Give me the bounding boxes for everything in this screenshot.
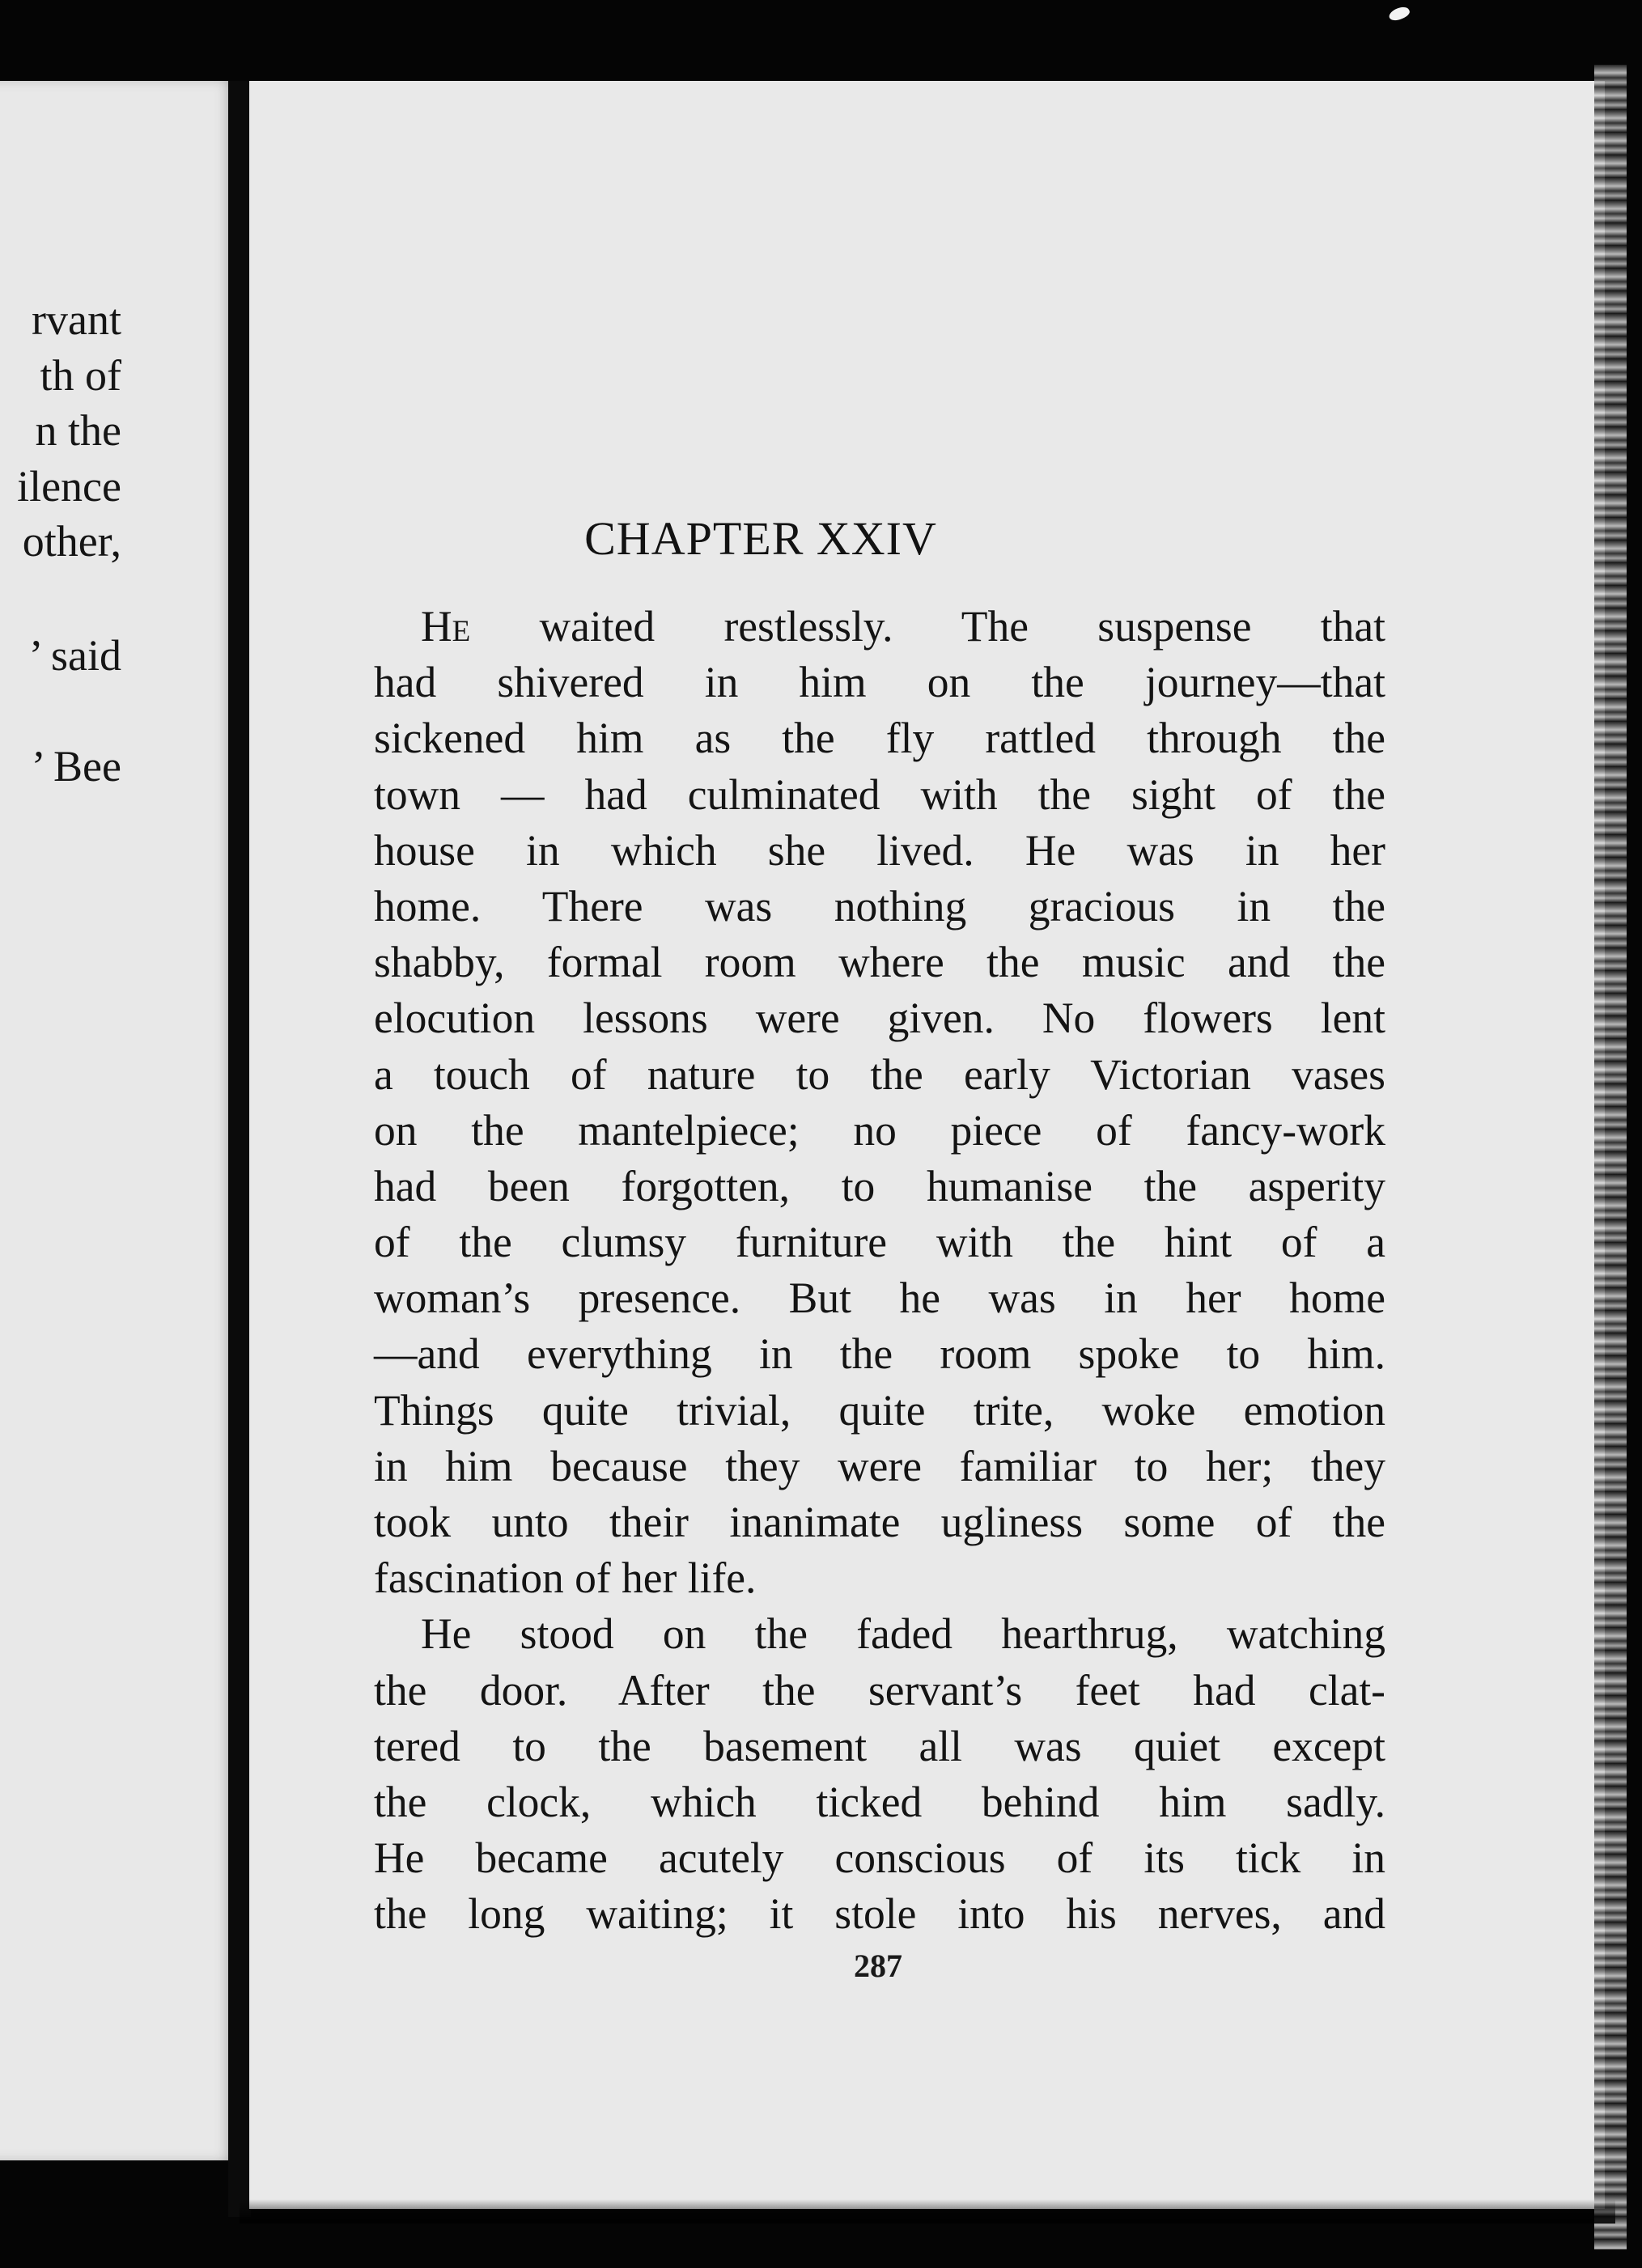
- text-line: tered to the basement all was quiet except: [374, 1721, 1385, 1770]
- scan-mark: [1387, 4, 1411, 23]
- text-line: elocution lessons were given. No flowers lent: [374, 994, 1385, 1043]
- text-line: —and everything in the room spoke to him.: [374, 1329, 1385, 1379]
- text-line: a touch of nature to the early Victorian vases: [374, 1049, 1385, 1099]
- facing-page-line: th of: [40, 351, 121, 400]
- text-line: house in which she lived. He was in her: [374, 825, 1385, 875]
- facing-page-line: ’ Bee: [31, 742, 121, 791]
- text-line: He stood on the faded hearthrug, watching: [421, 1609, 1385, 1659]
- text-line: shabby, formal room where the music and the: [374, 938, 1385, 987]
- text-line: fascination of her life.: [374, 1554, 757, 1603]
- text-line: sickened him as the fly rattled through the: [374, 714, 1385, 763]
- text-line: the long waiting; it stole into his nerves, and: [374, 1889, 1385, 1939]
- text-line: the clock, which ticked behind him sadly.: [374, 1777, 1385, 1826]
- facing-page-line: other,: [22, 517, 121, 566]
- text-line: town — had culminated with the sight of the: [374, 769, 1385, 819]
- text-line: took unto their inanimate ugliness some of the: [374, 1498, 1385, 1546]
- text-line: home. There was nothing gracious in the: [374, 881, 1385, 931]
- text-line: He became acutely conscious of its tick in: [374, 1833, 1385, 1883]
- page-edge: [1594, 65, 1627, 2249]
- facing-page: [0, 81, 240, 2160]
- text-line: [374, 599, 1385, 655]
- page-number: 287: [854, 1948, 902, 1984]
- facing-page-line: ’ said: [28, 631, 121, 680]
- text-line: of the clumsy furniture with the hint of a: [374, 1218, 1385, 1267]
- text-line: had been forgotten, to humanise the asperity: [374, 1161, 1385, 1210]
- drop-word: He: [421, 602, 471, 651]
- text-line: woman’s presence. But he was in her home: [374, 1274, 1385, 1323]
- text-line: the door. After the servant’s feet had clat-: [374, 1665, 1385, 1715]
- text-line-rest: waited restlessly. The suspense that: [470, 602, 1385, 651]
- text-line: in him because they were familiar to her; they: [374, 1441, 1385, 1490]
- text-line: had shivered in him on the journey—that: [374, 658, 1385, 707]
- chapter-heading: CHAPTER XXIV: [584, 512, 937, 565]
- facing-page-line: n the: [35, 406, 121, 455]
- text-line: on the mantelpiece; no piece of fancy-work: [374, 1105, 1385, 1155]
- page-bottom-shadow: [240, 2199, 1615, 2223]
- text-line: Things quite trivial, quite trite, woke emotion: [374, 1385, 1385, 1435]
- book-spine-gutter: [228, 81, 251, 2217]
- facing-page-line: rvant: [32, 295, 121, 344]
- body-text: [374, 599, 1385, 1943]
- facing-page-line: ilence: [17, 462, 121, 511]
